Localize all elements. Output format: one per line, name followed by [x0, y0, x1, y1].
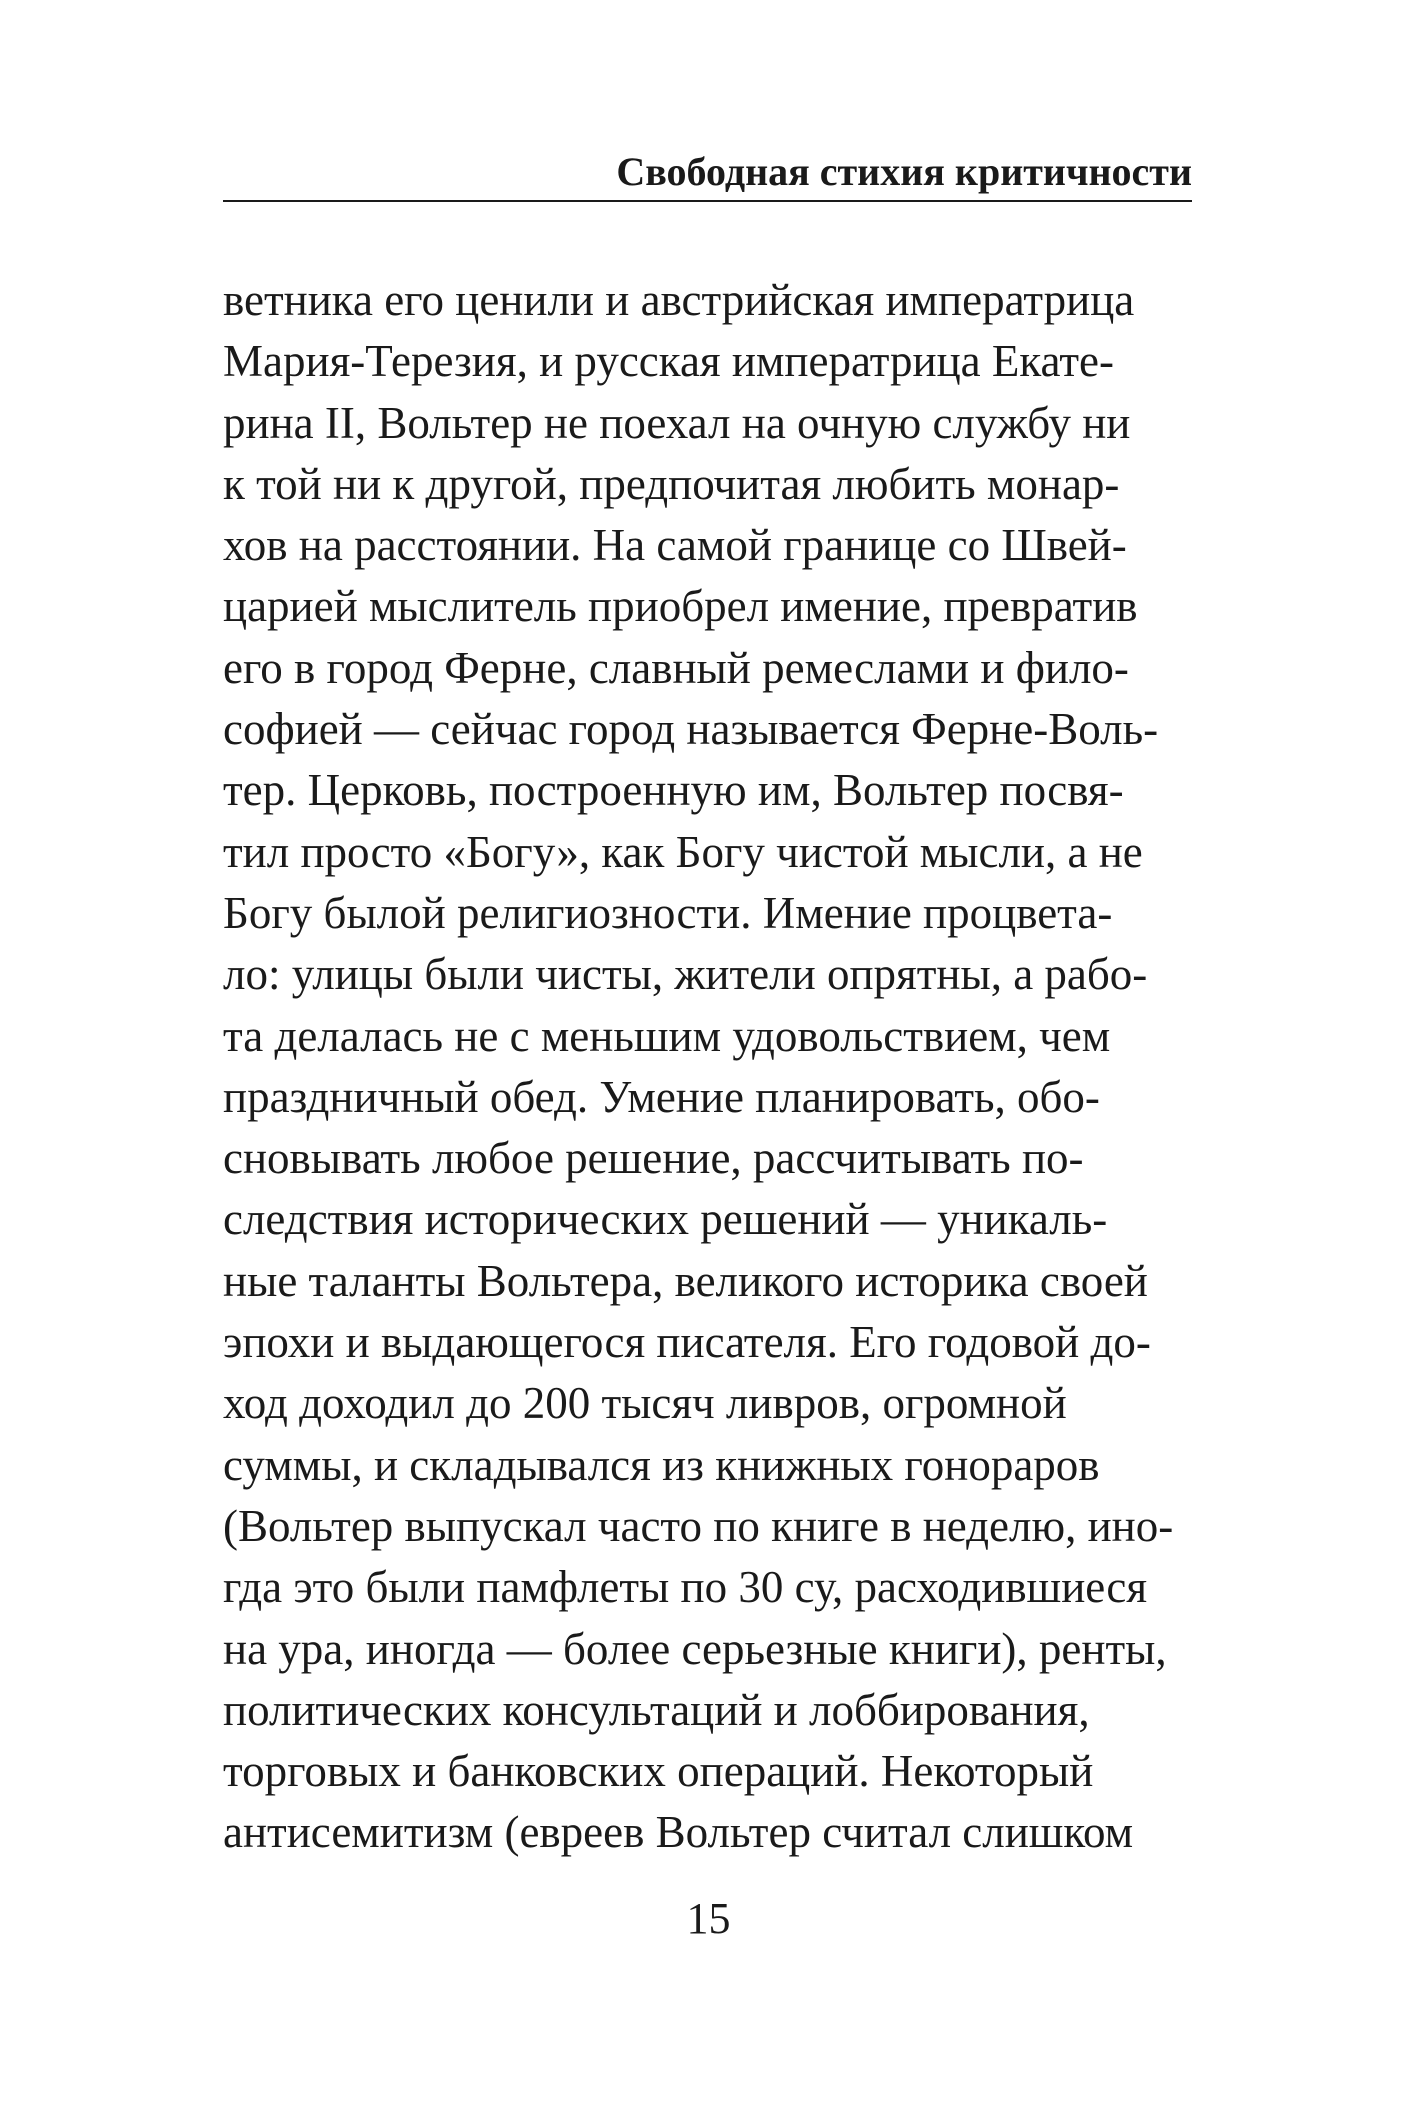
text-line: гда это были памфлеты по 30 су, расходившиеся	[223, 1562, 1148, 1613]
text-line: к той ни к другой, предпочитая любить монар-	[223, 458, 1120, 509]
text-line: его в город Ферне, славный ремеслами и фило-	[223, 642, 1129, 693]
text-line: хов на расстоянии. На самой границе со Швей-	[223, 520, 1127, 571]
text-line: суммы, и складывался из книжных гонораров	[223, 1439, 1100, 1490]
text-line: ные таланты Вольтера, великого историка своей	[223, 1255, 1148, 1306]
running-head: Свободная стихия критичности	[616, 149, 1192, 194]
text-line: на ура, иногда — более серьезные книги), ренты,	[223, 1623, 1167, 1674]
text-line: рина II, Вольтер не поехал на очную службу ни	[223, 397, 1131, 448]
text-line: софией — сейчас город называется Ферне-Воль-	[223, 704, 1159, 755]
text-line: сновывать любое решение, рассчитывать по-	[223, 1133, 1084, 1184]
page-number: 15	[686, 1894, 731, 1943]
text-line: та делалась не с меньшим удовольствием, чем	[223, 1010, 1111, 1061]
text-line: следствия исторических решений — уникаль-	[223, 1194, 1108, 1245]
text-line: Мария-Терезия, и русская императрица Екате-	[223, 336, 1114, 387]
text-line: Богу былой религиозности. Имение процвета-	[223, 887, 1113, 938]
text-line: ход доходил до 200 тысяч ливров, огромной	[223, 1378, 1067, 1429]
text-line: праздничный обед. Умение планировать, обо-	[223, 1071, 1100, 1122]
text-line: ло: улицы были чисты, жители опрятны, а рабо-	[223, 949, 1148, 1000]
text-line: эпохи и выдающегося писателя. Его годовой до-	[223, 1317, 1151, 1368]
text-line: (Вольтер выпускал часто по книге в неделю, ино-	[223, 1500, 1174, 1551]
text-line: политических консультаций и лоббирования,	[223, 1684, 1090, 1735]
header-rule	[223, 200, 1192, 202]
text-line: антисемитизм (евреев Вольтер считал слишком	[223, 1807, 1134, 1858]
text-line: торговых и банковских операций. Некоторый	[223, 1746, 1094, 1797]
text-line: ветника его ценили и австрийская императрица	[223, 275, 1135, 325]
text-line: тер. Церковь, построенную им, Вольтер посвя-	[223, 765, 1124, 816]
text-line: царией мыслитель приобрел имение, превратив	[223, 581, 1138, 632]
text-line: тил просто «Богу», как Богу чистой мысли, а не	[223, 826, 1143, 877]
body-text	[223, 270, 1192, 1864]
